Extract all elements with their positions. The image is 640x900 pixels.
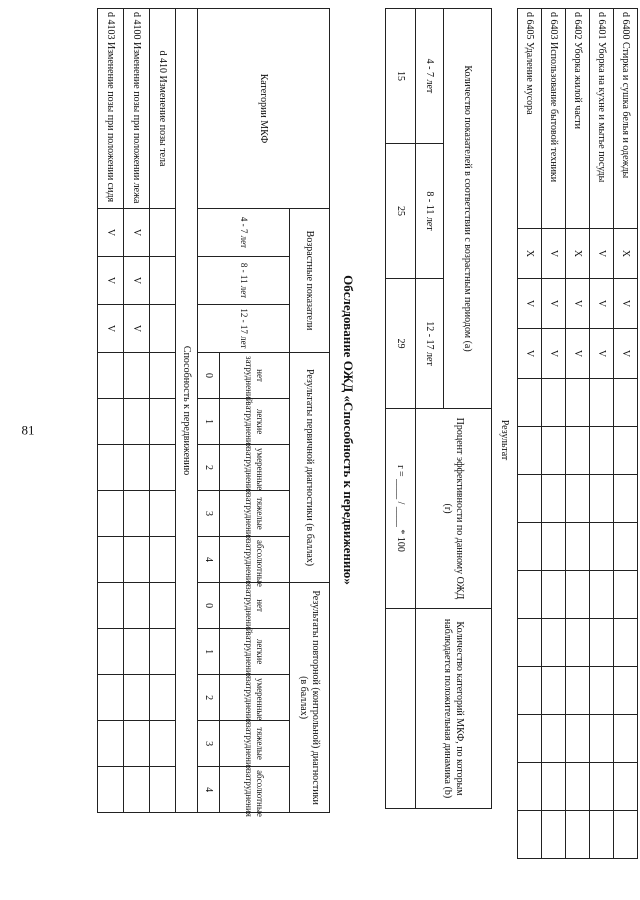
repeat-score-3: 3 (198, 721, 220, 767)
category-label: d 6405 Удаление мусора (518, 9, 542, 229)
score-cell (518, 571, 542, 619)
score-cell (124, 537, 150, 583)
score-cell (542, 523, 566, 571)
score-cell (614, 379, 638, 427)
count-4-7: 15 (386, 9, 416, 144)
result-table (385, 8, 492, 809)
score-cell (542, 427, 566, 475)
category-label: d 6401 Уборка на кухне и мытье посуды (590, 9, 614, 229)
score-cell (566, 379, 590, 427)
table-row (614, 9, 638, 859)
primary-level-1: легкие затруднения (220, 399, 290, 445)
score-cell (542, 571, 566, 619)
score-cell (566, 427, 590, 475)
age-mark: V (542, 329, 566, 379)
score-cell (518, 715, 542, 763)
score-cell (98, 399, 124, 445)
score-cell (124, 675, 150, 721)
score-cell (614, 763, 638, 811)
score-cell (566, 811, 590, 859)
age-group-4-7: 4 - 7 лет (416, 9, 444, 144)
primary-level-4: абсолютные затруднения (220, 537, 290, 583)
positive-dynamics-value (386, 609, 416, 809)
score-cell (542, 667, 566, 715)
primary-score-2: 2 (198, 445, 220, 491)
score-cell (566, 667, 590, 715)
age-mark: V (124, 209, 150, 257)
score-cell (518, 379, 542, 427)
score-cell (150, 675, 176, 721)
score-cell (150, 721, 176, 767)
repeat-level-0: нет затруднений (220, 583, 290, 629)
count-header: Количество показателей в соответствии с возрастным периодом (а) (444, 9, 492, 409)
score-cell (614, 715, 638, 763)
score-cell (590, 523, 614, 571)
score-cell (98, 675, 124, 721)
bt-age-8-11: 8 - 11 лет (198, 257, 290, 305)
score-cell (542, 715, 566, 763)
table-row (150, 9, 176, 813)
score-cell (614, 475, 638, 523)
age-header: Возрастные показатели (290, 209, 330, 353)
repeat-level-2: умеренные затруднения (220, 675, 290, 721)
score-cell (124, 353, 150, 399)
category-label: d 410 Изменение позы тела (150, 9, 176, 209)
category-label: d 4100 Изменение позы при положении лежа (124, 9, 150, 209)
positive-dynamics-header: Количество категорий МКФ, по которым наблюдается положительная динамика (b) (416, 609, 492, 809)
score-cell (590, 811, 614, 859)
score-cell (542, 379, 566, 427)
group-label: Способность к передвижению (176, 9, 198, 813)
score-cell (98, 629, 124, 675)
age-group-8-11: 8 - 11 лет (416, 144, 444, 279)
age-mark: V (518, 279, 542, 329)
primary-score-0: 0 (198, 353, 220, 399)
score-cell (98, 445, 124, 491)
score-cell (518, 475, 542, 523)
score-cell (150, 767, 176, 813)
primary-level-0: нет затруднений (220, 353, 290, 399)
age-mark: V (124, 305, 150, 353)
category-label: d 6403 Использование бытовой техники (542, 9, 566, 229)
score-cell (542, 763, 566, 811)
score-cell (590, 763, 614, 811)
top-table (517, 8, 638, 859)
score-cell (590, 427, 614, 475)
primary-level-2: умеренные затруднения (220, 445, 290, 491)
score-cell (150, 629, 176, 675)
score-cell (98, 721, 124, 767)
result-label: Результат (499, 419, 510, 461)
score-cell (124, 445, 150, 491)
score-cell (518, 667, 542, 715)
age-mark: V (98, 305, 124, 353)
age-mark: V (590, 329, 614, 379)
score-cell (614, 571, 638, 619)
repeat-diagnostics-header: Результаты повторной (контрольной) диагностики (в баллах) (290, 583, 330, 813)
repeat-score-1: 1 (198, 629, 220, 675)
score-cell (98, 353, 124, 399)
categories-header: Категории МКФ (198, 9, 330, 209)
score-cell (542, 475, 566, 523)
age-mark: V (614, 279, 638, 329)
repeat-level-4: абсолютные затруднения (220, 767, 290, 813)
bt-age-4-7: 4 - 7 лет (198, 209, 290, 257)
table-row (98, 9, 124, 813)
age-mark (150, 209, 176, 257)
category-label: d 6400 Стирка и сушка белья и одежды (614, 9, 638, 229)
score-cell (566, 715, 590, 763)
age-group-12-17: 12 - 17 лет (416, 279, 444, 409)
age-mark: V (518, 329, 542, 379)
score-cell (150, 537, 176, 583)
primary-level-3: тяжелые затруднения (220, 491, 290, 537)
score-cell (518, 811, 542, 859)
table-row (542, 9, 566, 859)
score-cell (518, 619, 542, 667)
score-cell (124, 583, 150, 629)
score-cell (542, 811, 566, 859)
score-cell (150, 353, 176, 399)
age-mark: V (542, 279, 566, 329)
repeat-score-0: 0 (198, 583, 220, 629)
section-title: Обследование ОЖД «Способность к передвижению» (341, 275, 356, 585)
score-cell (590, 571, 614, 619)
score-cell (124, 629, 150, 675)
score-cell (542, 619, 566, 667)
score-cell (614, 427, 638, 475)
primary-score-4: 4 (198, 537, 220, 583)
table-row (566, 9, 590, 859)
score-cell (150, 583, 176, 629)
age-mark: V (124, 257, 150, 305)
repeat-score-4: 4 (198, 767, 220, 813)
table-row (124, 9, 150, 813)
score-cell (124, 767, 150, 813)
table-row (518, 9, 542, 859)
bt-age-12-17: 12 - 17 лет (198, 305, 290, 353)
primary-score-3: 3 (198, 491, 220, 537)
age-mark: V (542, 229, 566, 279)
score-cell (124, 491, 150, 537)
age-mark: V (590, 229, 614, 279)
primary-score-1: 1 (198, 399, 220, 445)
score-cell (566, 619, 590, 667)
category-label: d 6402 Уборка жилой части (566, 9, 590, 229)
age-mark: X (518, 229, 542, 279)
score-cell (98, 583, 124, 629)
score-cell (590, 475, 614, 523)
score-cell (590, 379, 614, 427)
score-cell (150, 445, 176, 491)
age-mark: V (590, 279, 614, 329)
table-row (590, 9, 614, 859)
count-12-17: 29 (386, 279, 416, 409)
efficiency-formula: r = ____ / ____ * 100 (386, 409, 416, 609)
score-cell (566, 475, 590, 523)
age-mark: V (566, 279, 590, 329)
score-cell (150, 491, 176, 537)
score-cell (614, 667, 638, 715)
score-cell (566, 523, 590, 571)
score-cell (124, 399, 150, 445)
score-cell (98, 767, 124, 813)
page-number: 81 (21, 422, 35, 438)
age-mark: V (98, 209, 124, 257)
score-cell (566, 571, 590, 619)
repeat-level-3: тяжелые затруднения (220, 721, 290, 767)
efficiency-header: Процент эффективности по данному ОЖД (r) (416, 409, 492, 609)
score-cell (614, 523, 638, 571)
age-mark: X (566, 229, 590, 279)
age-mark: X (614, 229, 638, 279)
score-cell (98, 491, 124, 537)
score-cell (150, 399, 176, 445)
score-cell (518, 763, 542, 811)
score-cell (614, 619, 638, 667)
count-8-11: 25 (386, 144, 416, 279)
score-cell (590, 667, 614, 715)
category-label: d 4103 Изменение позы при положении сидя (98, 9, 124, 209)
primary-diagnostics-header: Результаты первичной диагностики (в баллах) (290, 353, 330, 583)
movement-table (97, 8, 330, 817)
score-cell (518, 427, 542, 475)
repeat-level-1: легкие затруднения (220, 629, 290, 675)
age-mark (150, 257, 176, 305)
age-mark: V (98, 257, 124, 305)
score-cell (124, 721, 150, 767)
score-cell (518, 523, 542, 571)
score-cell (590, 715, 614, 763)
score-cell (98, 537, 124, 583)
score-cell (614, 811, 638, 859)
age-mark: V (566, 329, 590, 379)
age-mark (150, 305, 176, 353)
age-mark: V (614, 329, 638, 379)
score-cell (590, 619, 614, 667)
score-cell (566, 763, 590, 811)
repeat-score-2: 2 (198, 675, 220, 721)
